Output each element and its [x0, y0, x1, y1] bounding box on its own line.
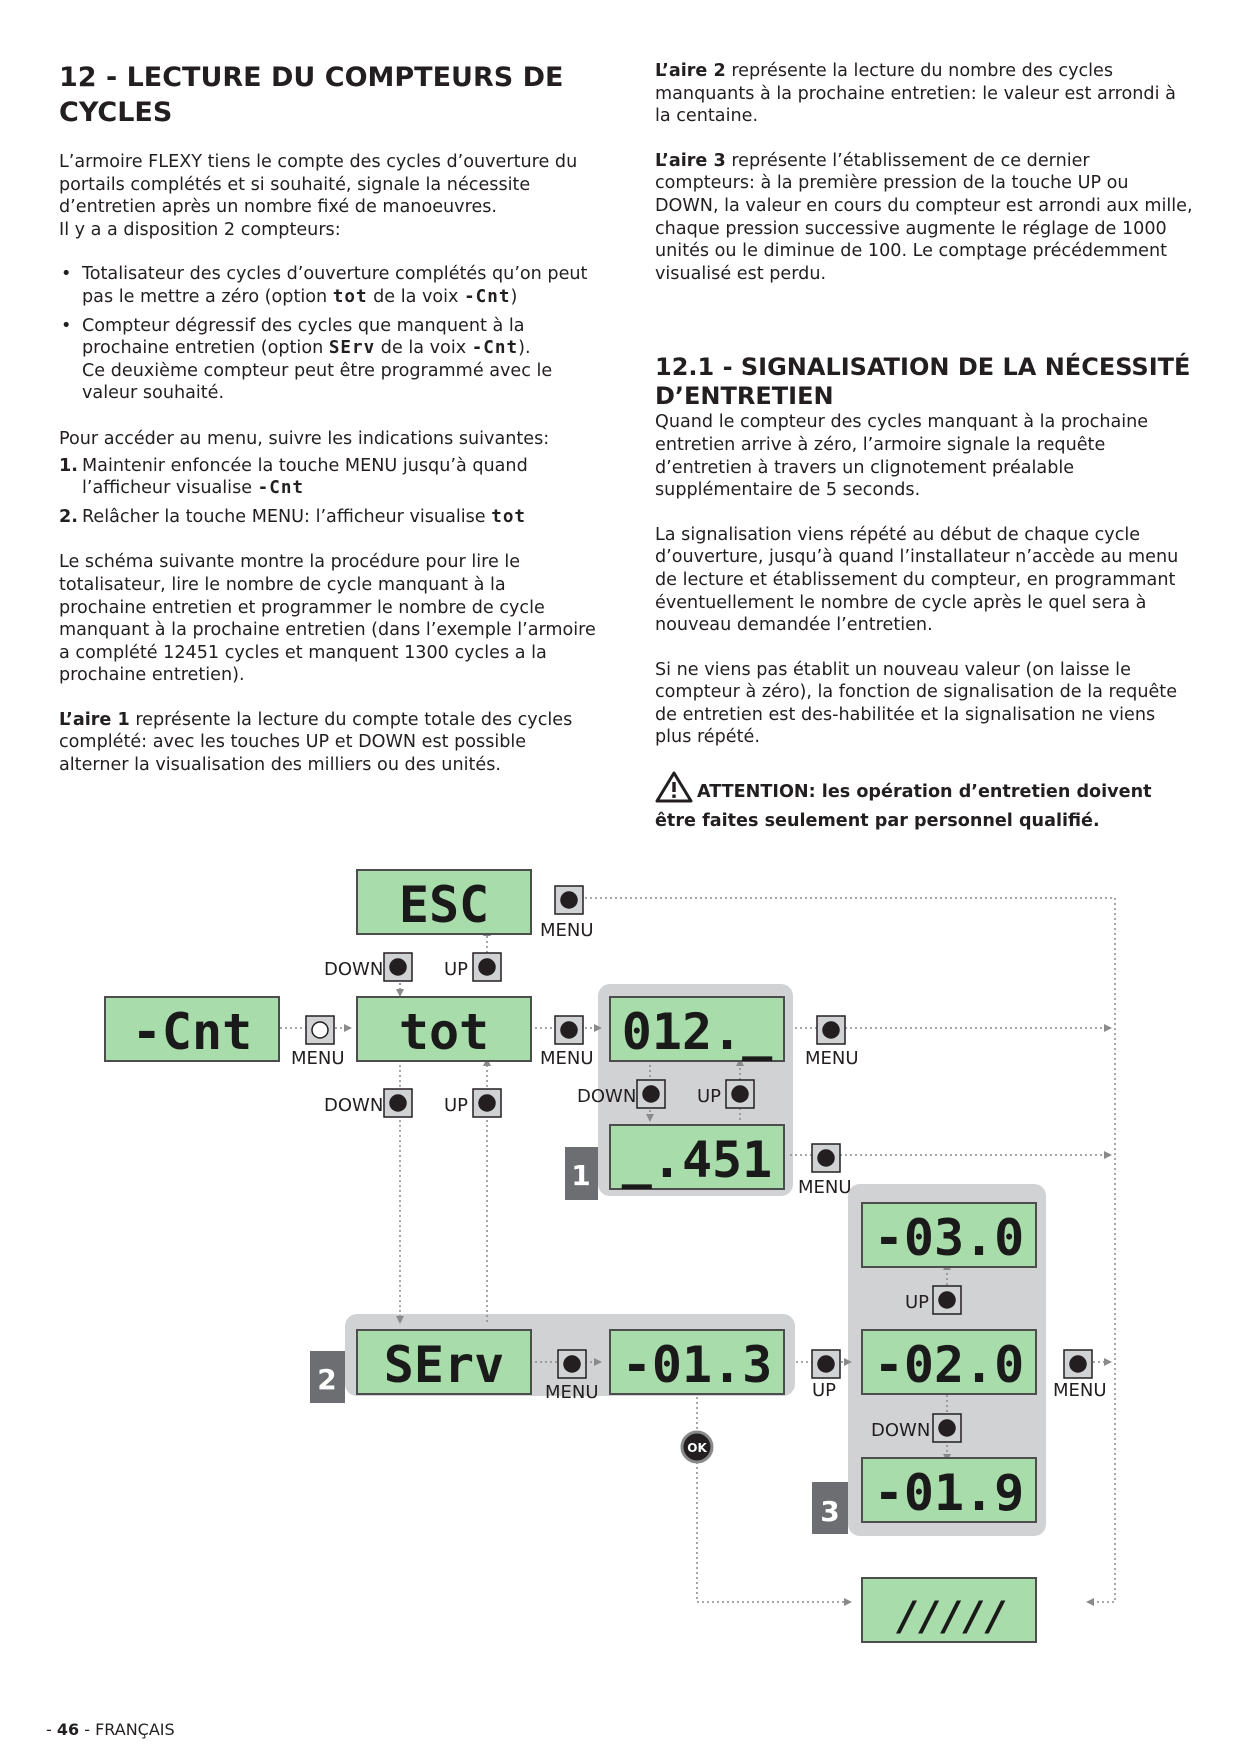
- lcd-text: -02.0: [873, 1336, 1025, 1394]
- warning-text: ATTENTION: les opération d’entretien doivent être faites seulement par personnel qualifié.: [655, 782, 1152, 831]
- code-tot: tot: [491, 506, 527, 527]
- code-cnt: -Cnt: [471, 338, 519, 359]
- lcd-text: tot: [398, 1003, 490, 1061]
- menu-label: MENU: [540, 1048, 594, 1069]
- aire3-text: représente l’établissement de ce dernier compteurs: à la première pression de la touche UP ou DOWN, la valeur en cours du compteur est arrondi aux mille, chaque pression successive augmente le réglage de 1000 unités ou le diminue de 100. Le comptage précédemment visualisé est perdu.: [655, 150, 1193, 284]
- bullet-text: ): [510, 286, 518, 307]
- button-pressed-icon: [561, 892, 577, 908]
- code-cnt: -Cnt: [464, 286, 511, 307]
- page-number: 46: [56, 1720, 80, 1739]
- menu-label: MENU: [545, 1382, 599, 1403]
- button-pressed-icon: [823, 1022, 839, 1038]
- bullet-text: Totalisateur des cycles d’ouverture complétés qu’on peut pas le mettre a zéro (option: [82, 264, 588, 307]
- bullet-text: de la voix: [367, 286, 465, 307]
- lcd-451: [610, 1125, 784, 1189]
- menu-label: MENU: [1053, 1380, 1107, 1401]
- lcd-012: [610, 997, 784, 1061]
- button-pressed-icon: [1070, 1356, 1086, 1372]
- button-pressed-icon: [561, 1022, 577, 1038]
- up-label: UP: [444, 959, 469, 980]
- button-pressed-icon: [818, 1356, 834, 1372]
- section-title-12-1: 12.1 - SIGNALISATION DE LA NÉCESSITÉ D’ENTRETIEN: [655, 353, 1191, 411]
- page-footer: - 46 - FRANÇAIS: [46, 1720, 175, 1739]
- intro-counters: Il y a a disposition 2 compteurs:: [59, 219, 341, 240]
- step-text: Maintenir enfoncée la touche MENU jusqu’à quand l’afficheur visualise: [82, 455, 528, 499]
- lcd-01-3: [610, 1330, 784, 1394]
- down-label: DOWN: [871, 1420, 931, 1441]
- step-number: 2.: [59, 506, 78, 527]
- lcd-02-0: [862, 1330, 1036, 1394]
- area-3-tag: 3: [820, 1495, 840, 1528]
- area-2-tag: 2: [317, 1363, 337, 1396]
- lcd-text: 012._: [621, 1003, 773, 1061]
- button-pressed-icon: [479, 959, 495, 975]
- intro-text: L’armoire FLEXY tiens le compte des cycles d’ouverture du portails complétés et si souhaité, signale la nécessite d’entretien après un nombre fixé de manoeuvres.: [59, 152, 578, 218]
- footer-language: FRANÇAIS: [95, 1720, 175, 1739]
- lcd-serv: [357, 1330, 531, 1394]
- lcd-text: /////: [896, 1594, 1007, 1640]
- menu-intro: Pour accéder au menu, suivre les indications suivantes:: [59, 428, 550, 449]
- bullet-text: de la voix: [375, 338, 472, 359]
- button-pressed-icon: [818, 1150, 834, 1166]
- down-label: DOWN: [577, 1086, 637, 1107]
- schema-paragraph: Le schéma suivante montre la procédure pour lire le totalisateur, lire le nombre de cycle manquant à la prochaine entretien et programmer le nombre de cycle manquant à la prochaine entretien (dans l’exemple l’armoire a complété 12451 cycles et manquent 1300 cycles a la prochaine entretien).: [59, 552, 596, 686]
- bullet-text: ).: [518, 338, 531, 359]
- button-pressed-icon: [939, 1292, 955, 1308]
- menu-label: MENU: [540, 920, 594, 941]
- lcd-text: SErv: [383, 1336, 505, 1394]
- up-label: UP: [697, 1086, 722, 1107]
- button-pressed-icon: [390, 1095, 406, 1111]
- menu-label: MENU: [291, 1048, 345, 1069]
- up-label: UP: [812, 1380, 837, 1401]
- menu-label: MENU: [805, 1048, 859, 1069]
- lcd-dashes: [862, 1578, 1036, 1642]
- lcd-cnt: [105, 997, 279, 1061]
- button-released-icon: [312, 1022, 328, 1038]
- button-pressed-icon: [939, 1420, 955, 1436]
- button-pressed-icon: [479, 1095, 495, 1111]
- button-pressed-icon: [643, 1086, 659, 1102]
- bullet-text: Ce deuxième compteur peut être programmé avec le valeur souhaité.: [82, 360, 553, 404]
- ok-label: OK: [687, 1441, 707, 1455]
- step-number: 1.: [59, 455, 78, 476]
- area-1-tag: 1: [571, 1159, 591, 1192]
- up-label: UP: [444, 1095, 469, 1116]
- section-title-12: 12 - LECTURE DU COMPTEURS DE CYCLES: [59, 62, 564, 128]
- signal-paragraph-1: Quand le compteur des cycles manquant à la prochaine entretien arrive à zéro, l’armoire signale la requête d’entretien à travers un clignotement préalable supplémentaire de 5 seconds.: [655, 412, 1149, 501]
- lcd-text: -Cnt: [131, 1003, 253, 1061]
- aire1-label: L’aire 1: [59, 709, 130, 730]
- lcd-text: -01.3: [621, 1336, 773, 1394]
- lcd-esc: [357, 870, 531, 934]
- aire1-text: représente la lecture du compte totale des cycles complété: avec les touches UP et DOWN est possible alterner la visualisation des milliers ou des unités.: [59, 709, 573, 776]
- step-text: Relâcher la touche MENU: l’afficheur visualise: [82, 506, 492, 527]
- code-cnt: -Cnt: [257, 478, 305, 499]
- signal-paragraph-2: La signalisation viens répété au début de chaque cycle d’ouverture, jusqu’à quand l’installateur n’accède au menu de lecture et établissement du compteur, en programmant éventuellement le nombre de cycle après le quel sera à nouveau demandée l’entretien.: [655, 524, 1179, 636]
- lcd-tot: [357, 997, 531, 1061]
- signal-paragraph-3: Si ne viens pas établit un nouveau valeur (on laisse le compteur à zéro), la fonction de signalisation de la requête de entretien est des-habilitée et la signalisation ne viens plus répété.: [655, 659, 1178, 748]
- code-serv: SErv: [328, 338, 376, 359]
- button-pressed-icon: [564, 1356, 580, 1372]
- code-tot: tot: [332, 286, 368, 307]
- bullet-text: Compteur dégressif des cycles que manquent à la prochaine entretien (option: [82, 315, 525, 359]
- lcd-text: _.451: [621, 1131, 773, 1189]
- lcd-01-9: [862, 1458, 1036, 1522]
- ok-icon: [682, 1432, 712, 1462]
- lcd-text: -03.0: [873, 1209, 1025, 1267]
- menu-label: MENU: [798, 1177, 852, 1198]
- lcd-text: ESC: [398, 876, 490, 934]
- aire2-text: représente la lecture du nombre des cycles manquants à la prochaine entretien: le valeur est arrondi à la centaine.: [655, 61, 1176, 127]
- button-pressed-icon: [390, 959, 406, 975]
- down-label: DOWN: [324, 959, 384, 980]
- up-label: UP: [905, 1292, 930, 1313]
- lcd-text: -01.9: [873, 1464, 1025, 1522]
- button-pressed-icon: [732, 1086, 748, 1102]
- aire3-label: L’aire 3: [655, 150, 726, 171]
- aire2-label: L’aire 2: [655, 61, 726, 81]
- lcd-03-0: [862, 1203, 1036, 1267]
- down-label: DOWN: [324, 1095, 384, 1116]
